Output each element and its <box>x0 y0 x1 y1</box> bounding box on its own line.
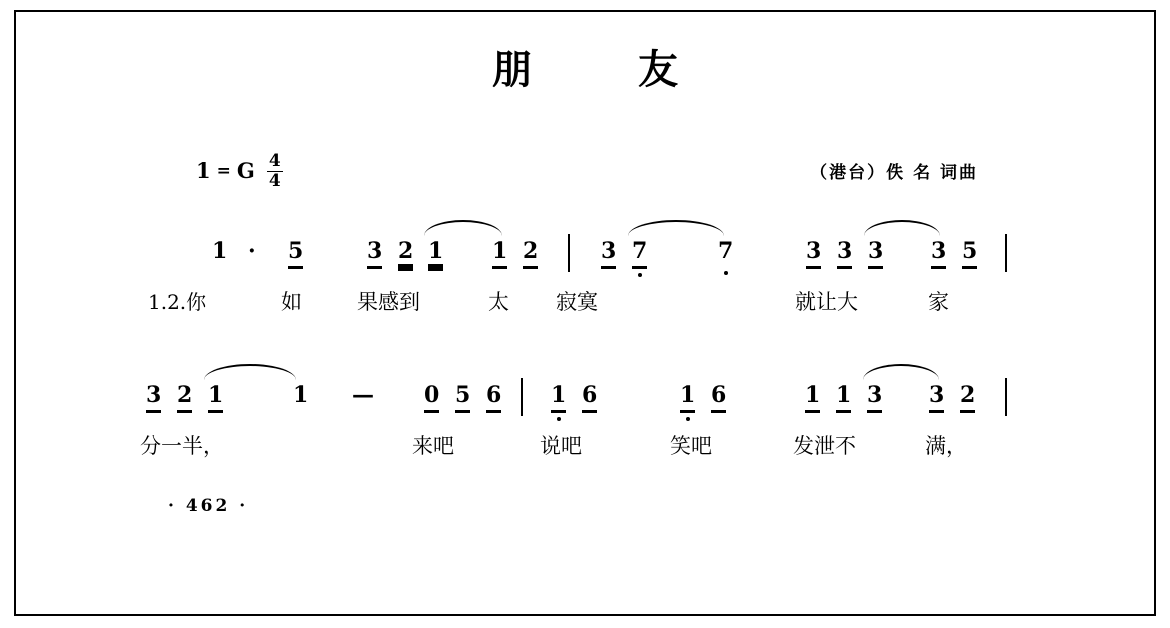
notation-row-1 <box>0 232 1170 286</box>
lyric-text: 寂寞 <box>556 290 598 314</box>
note: 2 <box>523 238 538 269</box>
lyric-text: 如 <box>281 290 302 314</box>
note: 1 <box>212 238 228 264</box>
note: 5 <box>288 238 303 269</box>
note-extension-dash: — <box>352 382 374 408</box>
note: 3 <box>146 382 161 413</box>
note: 1 <box>208 382 223 413</box>
note: 6 <box>711 382 726 413</box>
note: 1 <box>492 238 507 269</box>
lyric-text: 分一半， <box>140 434 224 458</box>
note: 6 <box>582 382 597 413</box>
lyric-text: 就让大 <box>795 290 858 314</box>
note: 6 <box>486 382 501 413</box>
page-number: · 462 · <box>168 496 249 516</box>
credit-line: （港台）佚 名 词曲 <box>810 163 978 183</box>
lyric-text: 发泄不 <box>793 434 856 458</box>
time-denominator: 4 <box>268 171 281 191</box>
lyric-text: 笑吧 <box>670 434 712 458</box>
note: 1 <box>805 382 820 413</box>
barline <box>568 234 570 272</box>
note: 3 <box>867 382 882 413</box>
note: 5 <box>455 382 470 413</box>
note: 2 <box>177 382 192 413</box>
lyric-text: 来吧 <box>412 434 454 458</box>
note: 7 <box>632 238 647 269</box>
key-signature <box>196 152 283 189</box>
note: 1 <box>551 382 566 413</box>
lyric-text: 1.2.你 <box>148 290 207 314</box>
lyrics-row-1 <box>0 286 1170 326</box>
note: 1 <box>836 382 851 413</box>
key-name: G <box>236 158 255 183</box>
note: 3 <box>806 238 821 269</box>
music-system-2 <box>0 376 1170 470</box>
note: 0 <box>424 382 439 413</box>
note: · <box>248 238 256 264</box>
time-signature <box>267 153 283 190</box>
lyrics-row-2 <box>0 430 1170 470</box>
note: 1 <box>428 238 444 264</box>
note: 3 <box>931 238 946 269</box>
lyric-text: 果感到 <box>357 290 420 314</box>
note: 2 <box>398 238 414 264</box>
page-title: 朋 友 <box>492 46 724 93</box>
barline <box>1005 234 1007 272</box>
notation-row-2 <box>0 376 1170 430</box>
note: 3 <box>601 238 616 269</box>
note: 3 <box>868 238 883 269</box>
lyric-text: 家 <box>928 290 949 314</box>
lyric-text: 满， <box>925 434 967 458</box>
note: 3 <box>837 238 852 269</box>
note: 3 <box>929 382 944 413</box>
lyric-text: 太 <box>488 290 509 314</box>
barline <box>1005 378 1007 416</box>
barline <box>521 378 523 416</box>
note: 2 <box>960 382 975 413</box>
music-system-1 <box>0 232 1170 326</box>
note: 1 <box>680 382 695 413</box>
note: 1 <box>293 382 309 408</box>
time-numerator: 4 <box>268 151 281 171</box>
note: 7 <box>718 238 734 264</box>
key-equals: = <box>216 160 231 181</box>
lyric-text: 说吧 <box>540 434 582 458</box>
note: 5 <box>962 238 977 269</box>
key-tonic: 1 <box>196 158 211 183</box>
note: 3 <box>367 238 382 269</box>
